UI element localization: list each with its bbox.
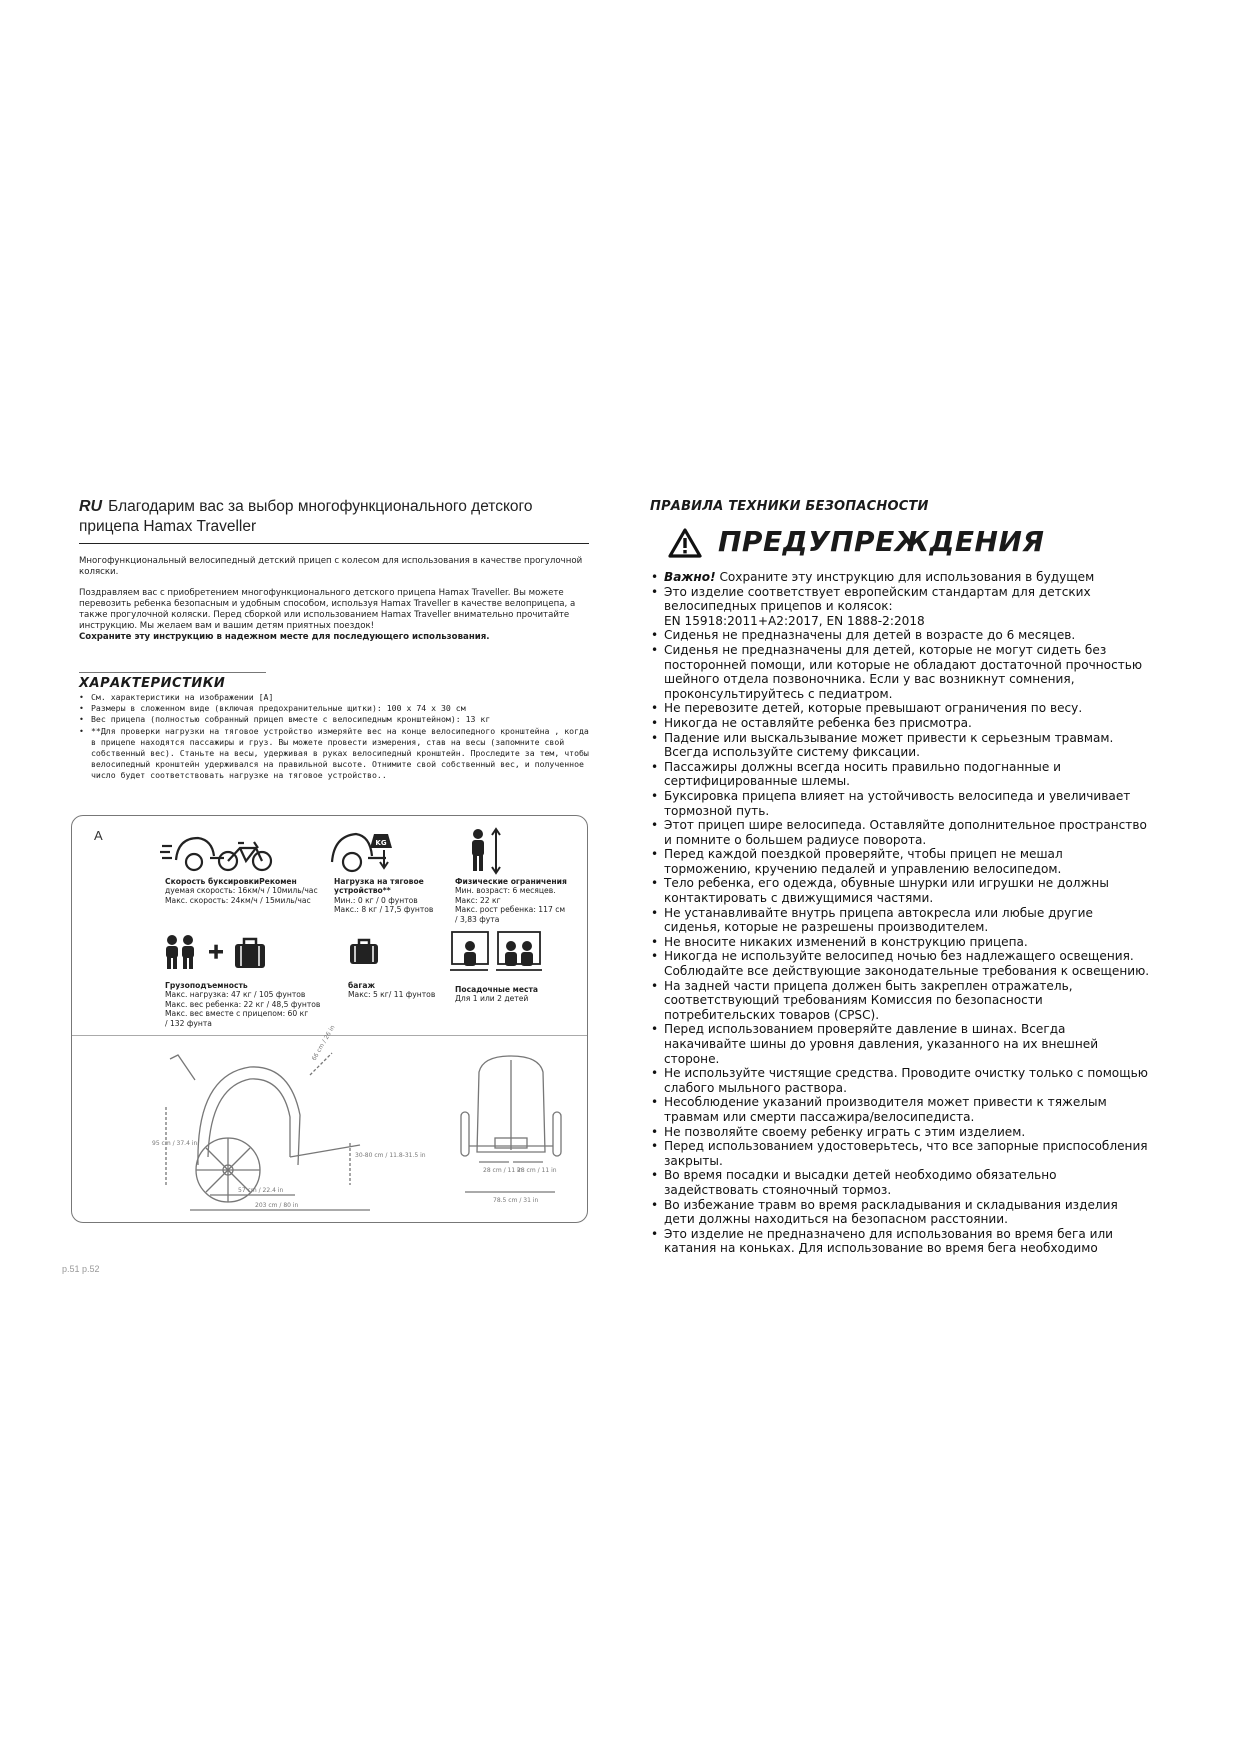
warning-item: • Не перевозите детей, которые превышают ограничения по весу. (651, 701, 1151, 716)
spec-list (79, 692, 589, 782)
children-plus-luggage-icon (165, 934, 267, 970)
warning-item: • Во время посадки и высадки детей необходимо обязательно задействовать стояночный тормоз. (651, 1168, 1151, 1197)
child-height-icon (468, 828, 504, 874)
warning-item: • Не используйте чистящие средства. Проводите очистку только с помощью слабого мыльного раствора. (651, 1066, 1151, 1095)
warning-item: • Во избежание травм во время раскладывания и складывания изделия дети должны находиться на безопасном расстоянии. (651, 1198, 1151, 1227)
warning-item: • Никогда не используйте велосипед ночью без надлежащего освещения. Соблюдайте все действующие законодательные требования к освещению. (651, 949, 1151, 978)
spec-item: • Вес прицепа (полностью собранный прицеп вместе с велосипедным кронштейном): 13 кг (79, 714, 589, 725)
physical-limits-caption: Физические ограничения Мин. возраст: 6 месяцев. Макс: 22 кг Макс. рост ребенка: 117 см / 3,83 фута (455, 877, 567, 924)
warning-item: • Пассажиры должны всегда носить правильно подогнанные и сертифицированные шлемы. (651, 760, 1151, 789)
dim-seat1-label: 28 cm / 11 in (483, 1167, 523, 1174)
warning-item-important: • Важно! Сохраните эту инструкцию для использования в будущем (651, 570, 1151, 585)
dim-length-label: 203 cm / 80 in (255, 1202, 299, 1209)
dim-wheelbase-label: 57 cm / 22.4 in (238, 1187, 284, 1194)
intro-section (79, 556, 589, 653)
warning-item: • Перед использованием проверяйте давление в шинах. Всегда накачивайте шины до уровня давления, указанного на их внешней стороне. (651, 1022, 1151, 1066)
warning-item: • Сиденья не предназначены для детей, которые не могут сидеть без посторонней помощи, или которые не обладают достаточной прочностью шейного отдела позвоночника. Если у вас возникнут сомнения, проконсультируйтесь с педиатром. (651, 643, 1151, 701)
hitch-weight-icon (328, 826, 398, 874)
page-numbers: p.51 p.52 (62, 1264, 100, 1274)
kg-label: KG (375, 839, 387, 847)
dim-hitch-label: 30-80 cm / 11.8-31.5 in (355, 1152, 426, 1159)
hitch-caption: Нагрузка на тяговое устройство** Мин.: 0 кг / 0 фунтов Макс.: 8 кг / 17,5 фунтов (334, 877, 434, 915)
luggage-icon (350, 938, 378, 964)
warning-item: • Тело ребенка, его одежда, обувные шнурки или игрушки не должны контактировать с движущимися частями. (651, 876, 1151, 905)
capacity-caption: Грузоподъемность Макс. нагрузка: 47 кг / 105 фунтов Макс. вес ребенка: 22 кг / 48,5 фунтов Макс. вес вместе с прицепом: 60 кг / 132 фунта (165, 981, 321, 1028)
warning-item: • Не позволяйте своему ребенку играть с этим изделием. (651, 1125, 1151, 1140)
warning-item: • Перед использованием удостоверьтесь, что все запорные приспособления закрыты. (651, 1139, 1151, 1168)
warning-item: • На задней части прицепа должен быть закреплен отражатель, соответствующий требованиям Комиссия по безопасности потребительских товаров (CPSC). (651, 979, 1151, 1023)
title-divider (79, 543, 589, 544)
title-text: Благодарим вас за выбор многофункционального детского прицепа Hamax Traveller (79, 498, 533, 535)
spec-item: • Размеры в сложенном виде (включая предохранительные щитки): 100 x 74 x 30 см (79, 703, 589, 714)
warning-item: • Сиденья не предназначены для детей в возрасте до 6 месяцев. (651, 628, 1151, 643)
dim-seat2-label: 28 cm / 11 in (517, 1167, 557, 1174)
seats-caption: Посадочные места Для 1 или 2 детей (455, 985, 539, 1004)
warning-item: • Это изделие соответствует европейским стандартам для детских велосипедных прицепов и колясок: EN 15918:2011+A2:2017, EN 1888-2:2018 (651, 585, 1151, 629)
seats-icon (450, 930, 542, 978)
warnings-list (651, 570, 1151, 1256)
trailer-side-view (150, 1024, 426, 1217)
page-title (79, 497, 589, 536)
standards-line: EN 15918:2011+A2:2017, EN 1888-2:2018 (664, 613, 925, 628)
intro-paragraph-2: Поздравляем вас с приобретением многофункционального детского прицепа Hamax Traveller. Вы можете перевозить ребенка безопасным и удобным способом, используя Hamax Traveller в качестве велоприцепа, а также прогулочной коляски. Перед сборкой или использованием Hamax Traveller внимательно прочитайте инструкцию. Мы желаем вам и вашим детям приятных поездок! Сохраните эту инструкцию в надежном месте для последующего использования. (79, 588, 576, 642)
warnings-heading: ПРЕДУПРЕЖДЕНИЯ (718, 525, 1045, 558)
warning-item: • Этот прицеп шире велосипеда. Оставляйте дополнительное пространство и помните о большем радиусе поворота. (651, 818, 1151, 847)
warning-item: • Никогда не оставляйте ребенка без присмотра. (651, 716, 1151, 731)
trailer-bike-icon (160, 832, 278, 872)
spec-heading: ХАРАКТЕРИСТИКИ (79, 676, 226, 691)
intro-bold-note: Сохраните эту инструкцию в надежном месте для последующего использования. (79, 632, 490, 642)
luggage-caption: багаж Макс: 5 кг/ 11 фунтов (348, 981, 436, 1000)
spec-item: • **Для проверки нагрузки на тяговое устройство измеряйте вес на конце велосипедного кронштейна , когда в прицепе находятся пассажиры и груз. Вы можете провести измерения, став на весы (запомните свой собственный вес). Станьте на весы, удерживая в руках велосипедный кронштейн. Проследите за тем, чтобы велосипедный кронштейн удерживался на правильной высоте. Отнимите свой собственный вес, и полученное число будет соответствовать нагрузке на тяговое устройство.. (79, 726, 589, 782)
warning-item: • Перед каждой поездкой проверяйте, чтобы прицеп не мешал торможению, кручению педалей и управлению велосипедом. (651, 847, 1151, 876)
dim-handle-label: 66 cm / 26 in (310, 1024, 337, 1062)
spec-item: • См. характеристики на изображении [A] (79, 692, 589, 703)
warning-item: • Не устанавливайте внутрь прицепа автокресла или любые другие сиденья, которые не разрешены производителем. (651, 906, 1151, 935)
intro-paragraph-1: Многофункциональный велосипедный детский прицеп с колесом для использования в качестве прогулочной коляски. (79, 556, 583, 577)
dim-height-label: 95 cm / 37.4 in (152, 1140, 198, 1147)
trailer-front-view (455, 1052, 570, 1212)
warning-item: • Буксировка прицепа влияет на устойчивость велосипеда и увеличивает тормозной путь. (651, 789, 1151, 818)
spec-divider (79, 672, 266, 673)
warning-item: • Несоблюдение указаний производителя может привести к тяжелым травмам или смерти пассажира/велосипедиста. (651, 1095, 1151, 1124)
speed-caption: Скорость буксировкиРекомен дуемая скорость: 16км/ч / 10миль/час Макс. скорость: 24км/ч / 15миль/час (165, 877, 318, 905)
dim-width-label: 78.5 cm / 31 in (493, 1197, 539, 1204)
figure-letter: A (94, 828, 103, 843)
warning-item: • Не вносите никаких изменений в конструкцию прицепа. (651, 935, 1151, 950)
safety-rules-heading: ПРАВИЛА ТЕХНИКИ БЕЗОПАСНОСТИ (650, 499, 929, 514)
warning-item: • Падение или выскальзывание может привести к серьезным травмам. Всегда используйте систему фиксации. (651, 731, 1151, 760)
language-code: RU (79, 498, 103, 515)
warning-item: • Это изделие не предназначено для использования во время бега или катания на коньках. Для использование во время бега необходимо (651, 1227, 1151, 1256)
warning-triangle-icon (667, 527, 703, 559)
